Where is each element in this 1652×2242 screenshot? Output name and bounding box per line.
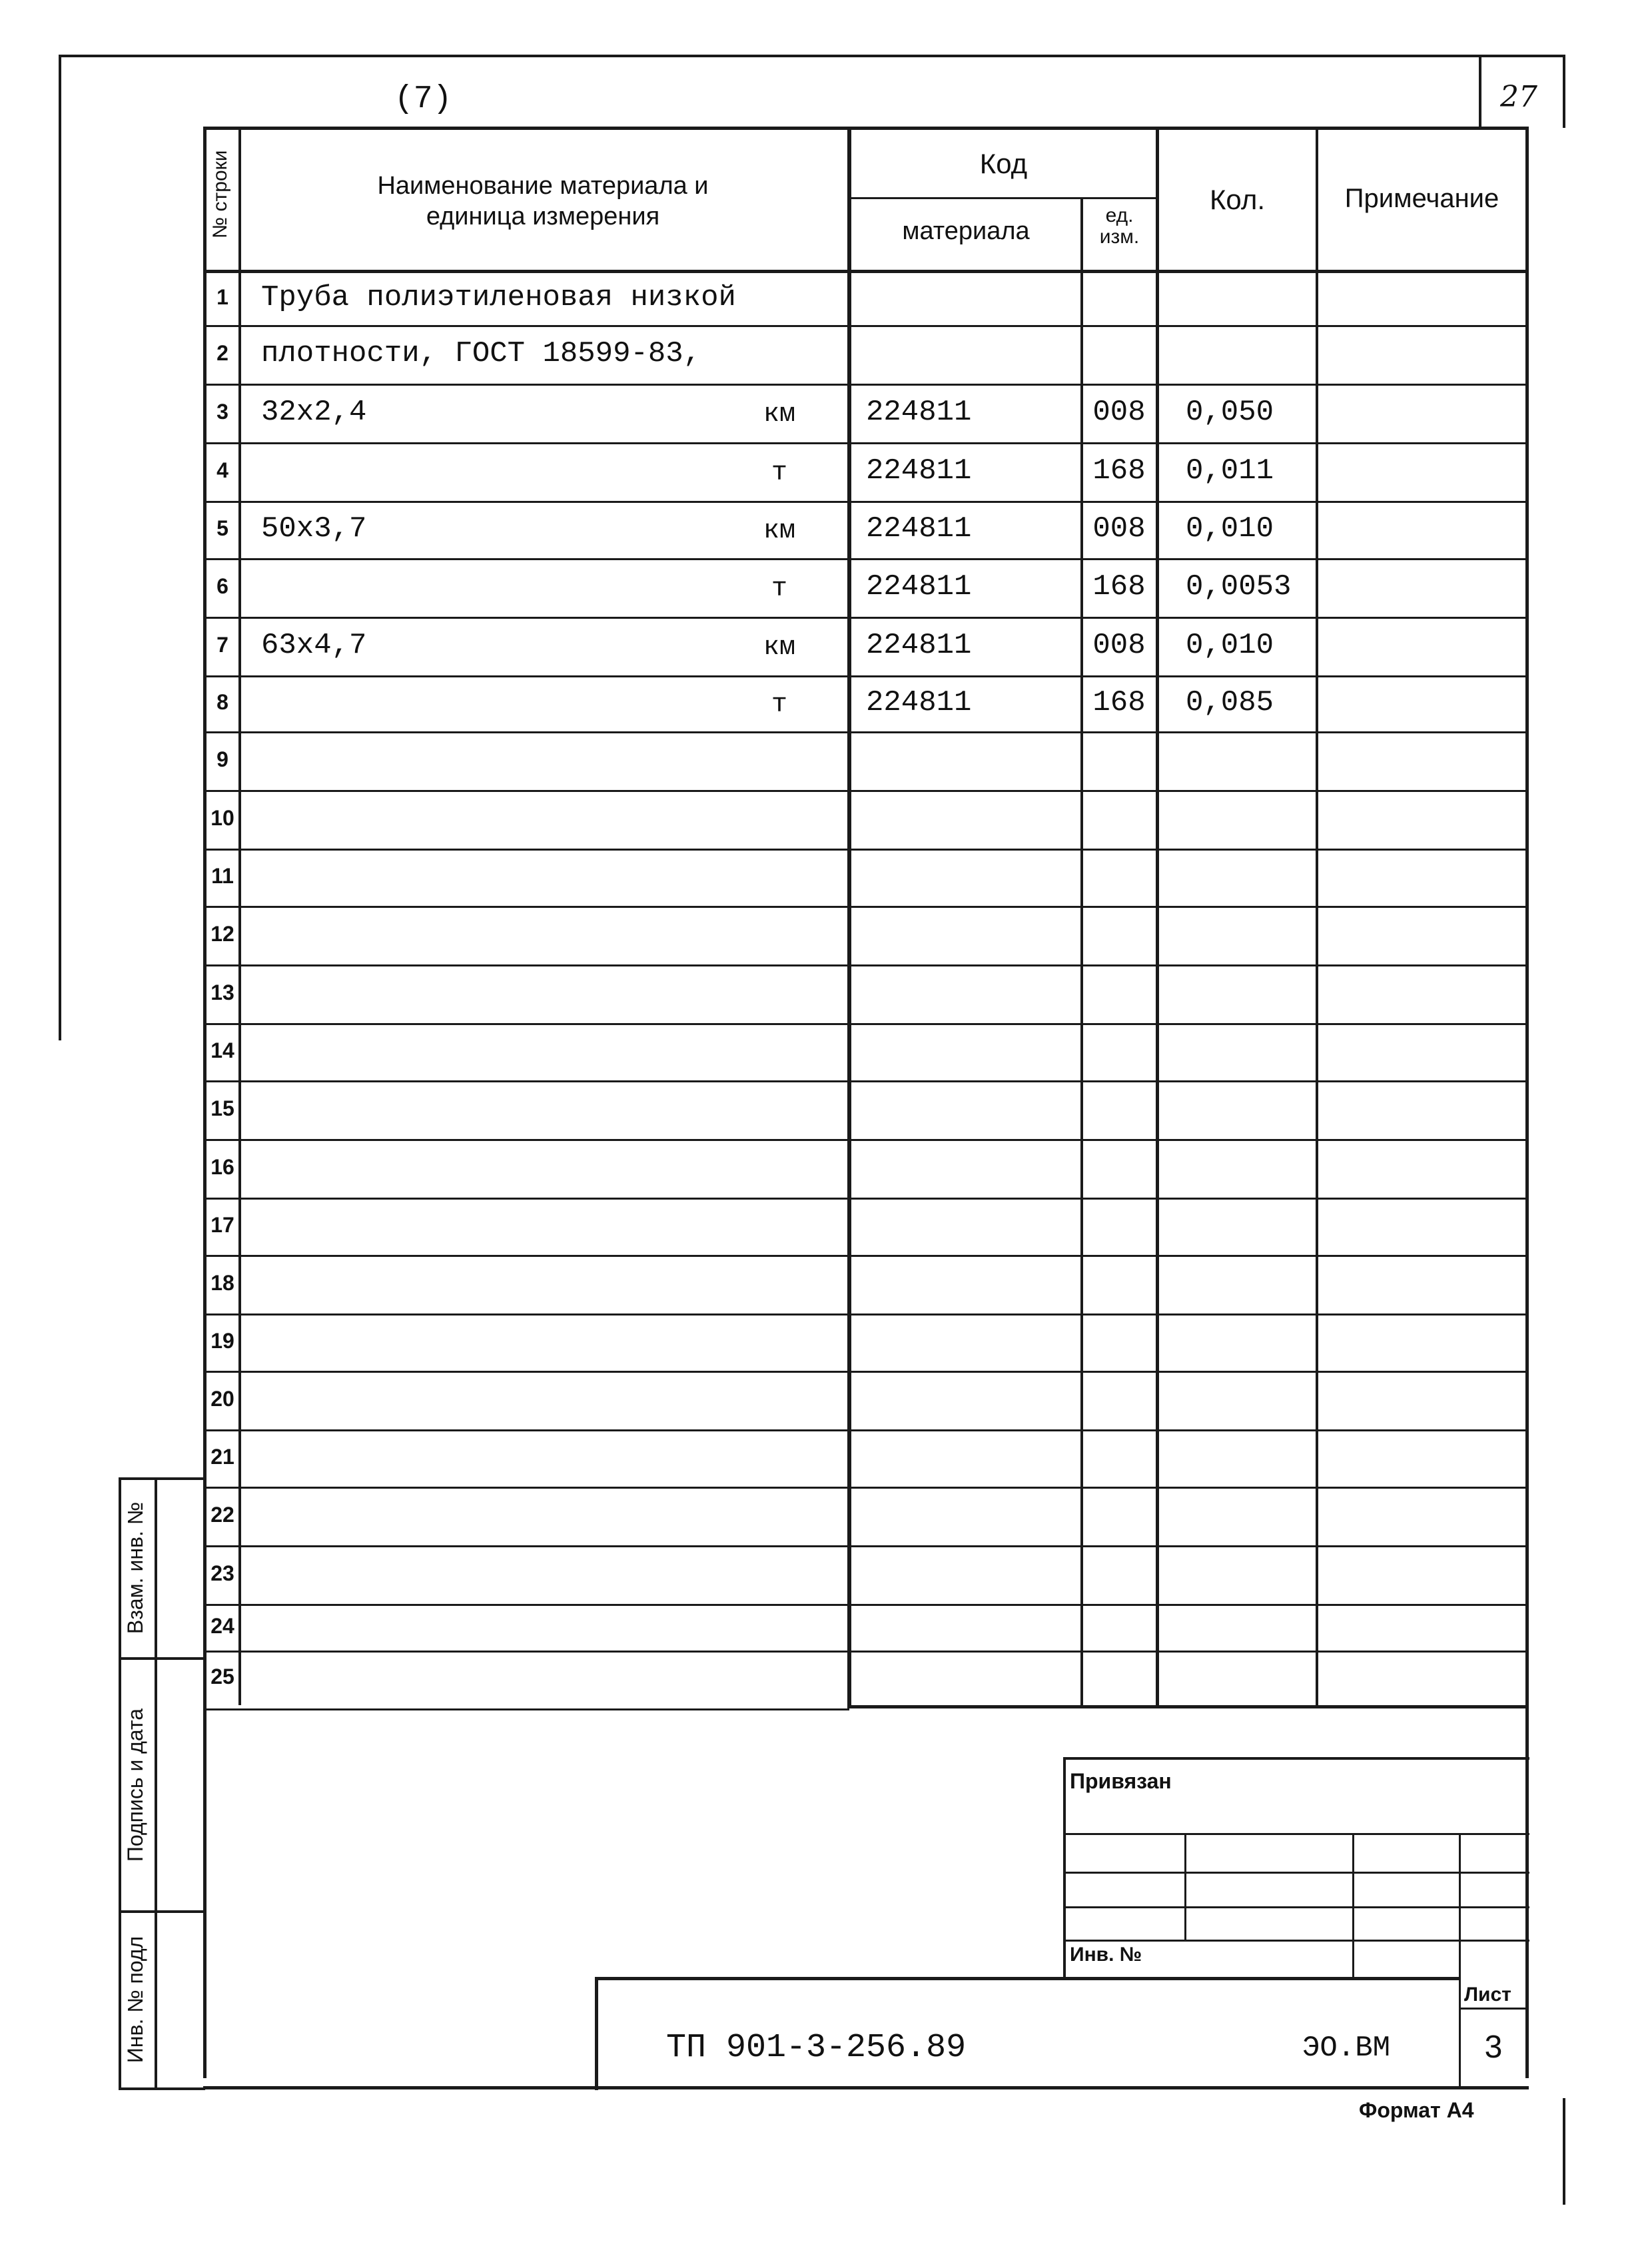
row-material-code: 224811 — [866, 454, 972, 488]
table-row — [203, 1431, 1529, 1488]
row-number: 2 — [216, 341, 228, 365]
row-material-name: 32х2,4 — [261, 396, 367, 429]
table-row — [203, 1372, 1529, 1431]
table-row — [203, 1652, 1529, 1706]
table-row — [203, 733, 1529, 791]
row-number: 22 — [210, 1503, 234, 1527]
header-material-name: Наименование материала и единица измерения — [377, 172, 709, 230]
format-label: Формат А4 — [1359, 2098, 1474, 2122]
table-row — [203, 1199, 1529, 1256]
row-number: 19 — [210, 1329, 234, 1353]
row-number: 21 — [210, 1445, 234, 1469]
tb-sheet-label: Лист — [1464, 1984, 1511, 2006]
row-material-code: 224811 — [866, 570, 972, 603]
row-material-name: 63х4,7 — [261, 629, 367, 662]
tb-inv-no-label: Инв. № — [1070, 1944, 1142, 1966]
row-number: 10 — [210, 806, 234, 830]
row-unit-name: км — [763, 633, 795, 663]
tb-vline-1 — [1184, 1833, 1186, 1941]
stamp-outer-left — [119, 1477, 121, 2090]
row-material-name: 50х3,7 — [261, 512, 367, 546]
row-number: 14 — [210, 1038, 234, 1062]
tb-document-suffix: ЭО.ВМ — [1302, 2032, 1391, 2065]
tb-bottom-line — [203, 2086, 1529, 2089]
tb-bound-left — [1063, 1757, 1066, 1977]
row-number: 20 — [210, 1387, 234, 1411]
table-top-line — [203, 127, 1529, 130]
row-number: 25 — [210, 1665, 234, 1688]
table-row — [203, 1605, 1529, 1652]
row-quantity: 0,0053 — [1186, 570, 1292, 603]
row-number: 18 — [210, 1271, 234, 1295]
table-row — [203, 1315, 1529, 1372]
sheet-ref: (7) — [394, 81, 452, 117]
row-unit-code: 168 — [1092, 454, 1146, 488]
tb-document-code: ТП 901-3-256.89 — [666, 2029, 967, 2067]
table-row — [203, 907, 1529, 966]
row-number: 1 — [216, 285, 228, 309]
row-quantity: 0,010 — [1186, 512, 1274, 546]
row-number: 16 — [210, 1155, 234, 1179]
tb-bound-label: Привязан — [1070, 1769, 1172, 1793]
table-row — [203, 1140, 1529, 1199]
name-col-bottom-line — [203, 1708, 849, 1710]
row-unit-name: км — [763, 400, 795, 430]
row-unit-code: 008 — [1092, 629, 1146, 662]
row-unit-code: 008 — [1092, 396, 1146, 429]
row-material-code: 224811 — [866, 686, 972, 719]
frame-right-outer-line — [1563, 55, 1565, 128]
row-unit-name: т — [771, 690, 787, 720]
row-number: 15 — [210, 1096, 234, 1120]
row-number: 13 — [210, 980, 234, 1004]
row-number: 17 — [210, 1213, 234, 1237]
table-row — [203, 1547, 1529, 1605]
row-material-name: плотности, ГОСТ 18599-83, — [261, 337, 701, 370]
row-unit-name: т — [771, 574, 787, 604]
stamp-line-2 — [119, 1910, 205, 1913]
stamp-inv-original: Инв. № подл — [123, 1936, 147, 2063]
header-row-number: № строки — [209, 150, 231, 238]
row-unit-code: 008 — [1092, 512, 1146, 546]
row-material-code: 224811 — [866, 629, 972, 662]
table-row — [203, 1082, 1529, 1140]
stamp-inner-divider — [155, 1477, 157, 2090]
tb-main-top — [595, 1977, 1461, 1980]
table-row — [203, 1256, 1529, 1315]
stamp-top-line — [119, 1477, 205, 1480]
row-material-code: 224811 — [866, 512, 972, 546]
row-number: 7 — [216, 633, 228, 657]
table-row — [203, 791, 1529, 850]
row-number: 23 — [210, 1561, 234, 1585]
tb-main-left — [595, 1977, 598, 2090]
row-quantity: 0,085 — [1186, 686, 1274, 719]
header-quantity: Кол. — [1209, 184, 1266, 215]
row-number: 8 — [216, 690, 228, 714]
header-note: Примечание — [1344, 184, 1499, 213]
tb-vline-2 — [1352, 1833, 1354, 1977]
row-number: 24 — [210, 1614, 234, 1638]
frame-top-line — [59, 55, 1563, 57]
row-material-name: Труба полиэтиленовая низкой — [261, 281, 736, 314]
frame-right-lower-line — [1563, 2098, 1565, 2205]
row-number: 5 — [216, 516, 228, 540]
row-quantity: 0,011 — [1186, 454, 1274, 488]
row-unit-name: т — [771, 458, 787, 488]
row-unit-name: км — [763, 516, 795, 546]
row-material-code: 224811 — [866, 396, 972, 429]
row-number: 4 — [216, 458, 228, 482]
header-material-code: материала — [902, 217, 1030, 245]
tb-sheet-number: 3 — [1484, 2030, 1503, 2065]
frame-left-line — [59, 55, 61, 1040]
table-row — [203, 966, 1529, 1024]
table-row — [203, 850, 1529, 907]
row-number: 12 — [210, 922, 234, 946]
tb-bound-top — [1063, 1757, 1529, 1760]
page-number: 27 — [1500, 80, 1537, 114]
row-quantity: 0,010 — [1186, 629, 1274, 662]
stamp-line-1 — [119, 1657, 205, 1660]
tb-sheet-line — [1459, 2008, 1528, 2010]
stamp-bottom-line — [119, 2087, 205, 2090]
row-number: 3 — [216, 400, 228, 424]
table-row — [203, 1488, 1529, 1547]
table-row — [203, 1024, 1529, 1082]
page-number-box-left — [1479, 55, 1481, 127]
row-number: 9 — [216, 747, 228, 771]
stamp-signature-date: Подпись и дата — [123, 1708, 147, 1862]
row-number: 11 — [211, 864, 234, 888]
header-unit-code: ед. изм. — [1099, 204, 1140, 248]
header-sub-line — [849, 197, 1156, 199]
row-quantity: 0,050 — [1186, 396, 1274, 429]
stamp-inv-swap: Взам. инв. № — [123, 1501, 147, 1635]
row-number: 6 — [216, 574, 228, 598]
row-unit-code: 168 — [1092, 686, 1146, 719]
header-code: Код — [979, 148, 1028, 179]
row-unit-code: 168 — [1092, 570, 1146, 603]
